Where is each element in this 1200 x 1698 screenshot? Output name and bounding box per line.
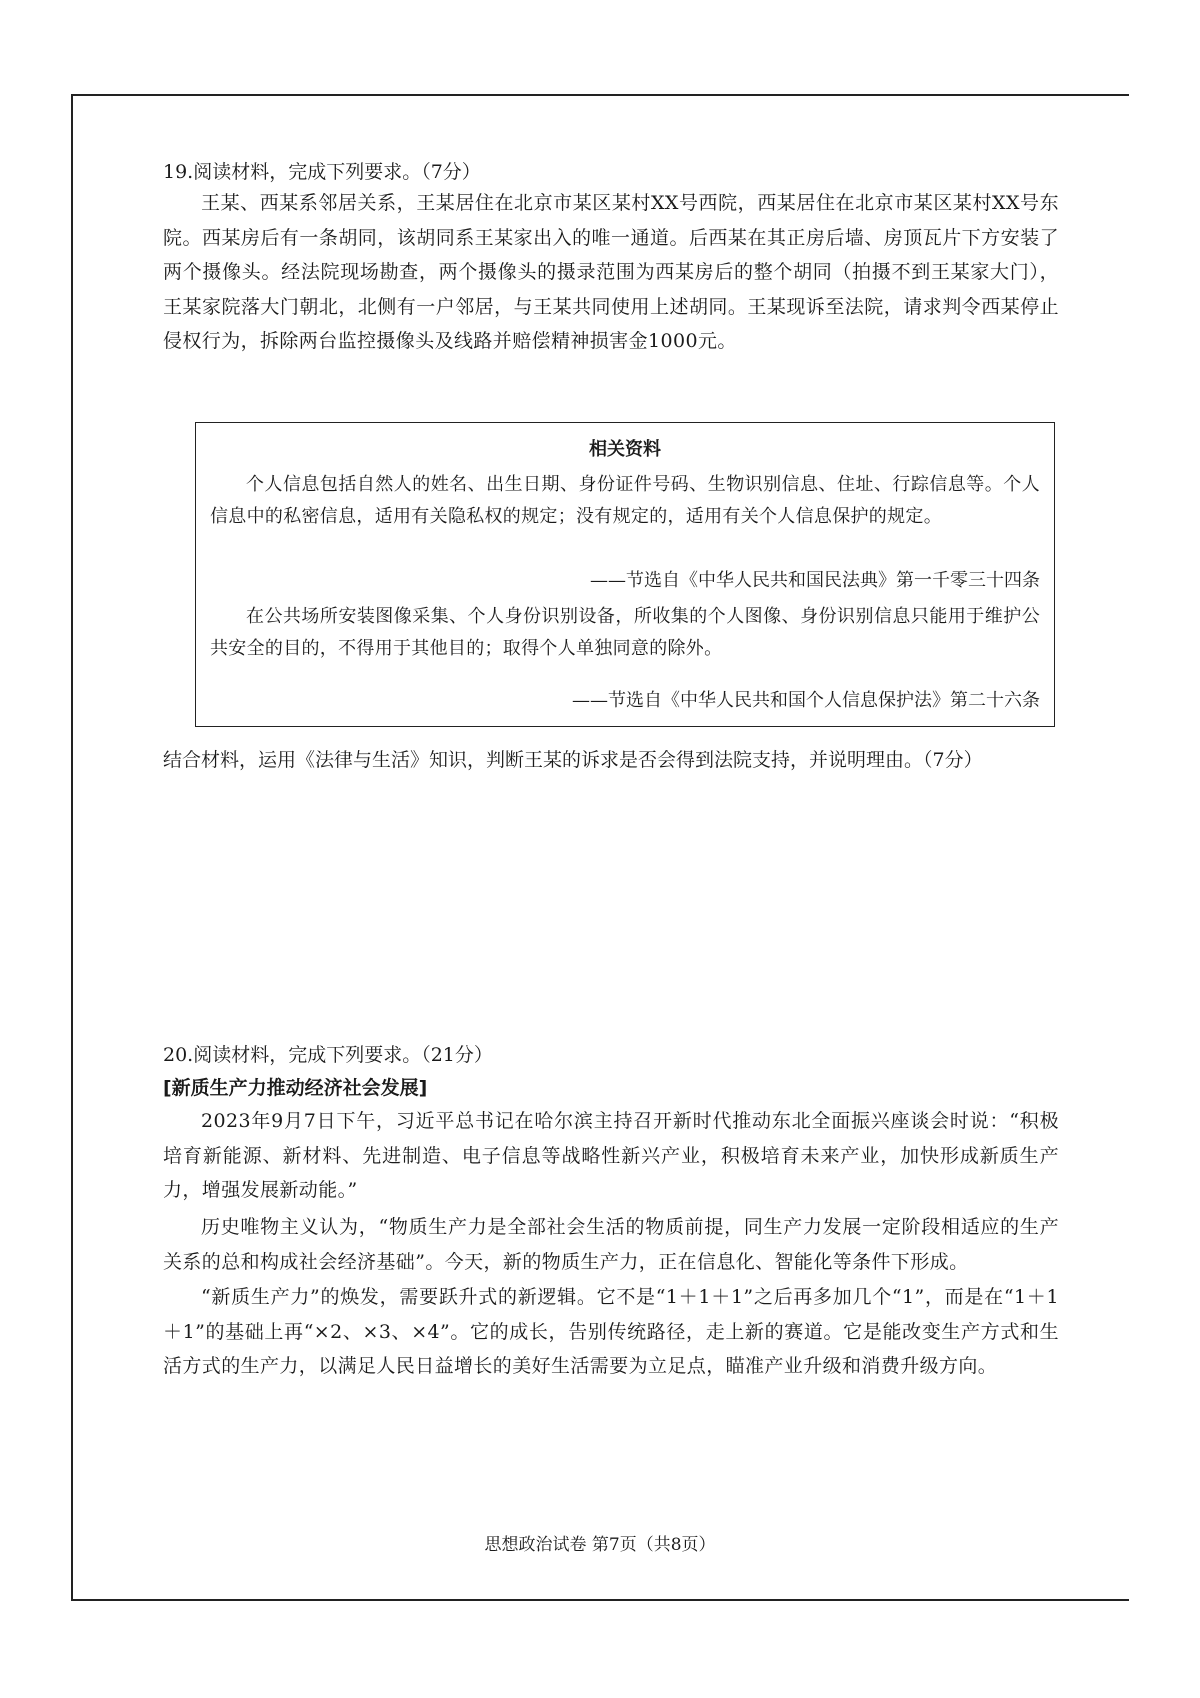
question-20-section-title: [新质生产力推动经济社会发展] [163, 1077, 428, 1099]
pipl-source: ——节选自《中华人民共和国个人信息保护法》第二十六条 [572, 690, 1040, 711]
question-20-heading: 20.阅读材料，完成下列要求。（21分） [163, 1044, 493, 1066]
question-19-prompt: 结合材料，运用《法律与生活》知识，判断王某的诉求是否会得到法院支持，并说明理由。（7分） [163, 749, 983, 771]
question-20-paragraph-2: 历史唯物主义认为，“物质生产力是全部社会生活的物质前提，同生产力发展一定阶段相适应的生产关系的总和构成社会经济基础”。今天，新的物质生产力，正在信息化、智能化等条件下形成。 [163, 1216, 1059, 1273]
civil-code-excerpt: 个人信息包括自然人的姓名、出生日期、身份证件号码、生物识别信息、住址、行踪信息等。个人信息中的私密信息，适用有关隐私权的规定；没有规定的，适用有关个人信息保护的规定。 [210, 474, 1040, 527]
civil-code-source: ——节选自《中华人民共和国民法典》第一千零三十四条 [590, 570, 1040, 591]
page-footer: 思想政治试卷 第7页（共8页） [484, 1535, 716, 1555]
pipl-excerpt: 在公共场所安装图像采集、个人身份识别设备，所收集的个人图像、身份识别信息只能用于维护公共安全的目的，不得用于其他目的；取得个人单独同意的除外。 [210, 606, 1040, 659]
question-19-material: 王某、西某系邻居关系，王某居住在北京市某区某村XX号西院，西某居住在北京市某区某村XX号东院。西某房后有一条胡同，该胡同系王某家出入的唯一通道。后西某在其正房后墙、房顶瓦片下方安装了两个摄像头。经法院现场勘查，两个摄像头的摄录范围为西某房后的整个胡同（拍摄不到王某家大门），王某家院落大门朝北，北侧有一户邻居，与王某共同使用上述胡同。王某现诉至法院，请求判令西某停止侵权行为，拆除两台监控摄像头及线路并赔偿精神损害金1000元。 [163, 192, 1059, 353]
related-materials-box [195, 422, 1055, 727]
box-title: 相关资料 [589, 439, 661, 460]
question-20-paragraph-1: 2023年9月7日下午，习近平总书记在哈尔滨主持召开新时代推动东北全面振兴座谈会时说：“积极培育新能源、新材料、先进制造、电子信息等战略性新兴产业，积极培育未来产业，加快形成新质生产力，增强发展新动能。” [163, 1110, 1059, 1202]
question-20-paragraph-3: “新质生产力”的焕发，需要跃升式的新逻辑。它不是“1＋1＋1”之后再多加几个“1”，而是在“1＋1＋1”的基础上再“×2、×3、×4”。它的成长，告别传统路径，走上新的赛道。它是能改变生产方式和生活方式的生产力，以满足人民日益增长的美好生活需要为立足点，瞄准产业升级和消费升级方向。 [163, 1286, 1059, 1378]
question-19-heading: 19.阅读材料，完成下列要求。（7分） [163, 161, 481, 183]
